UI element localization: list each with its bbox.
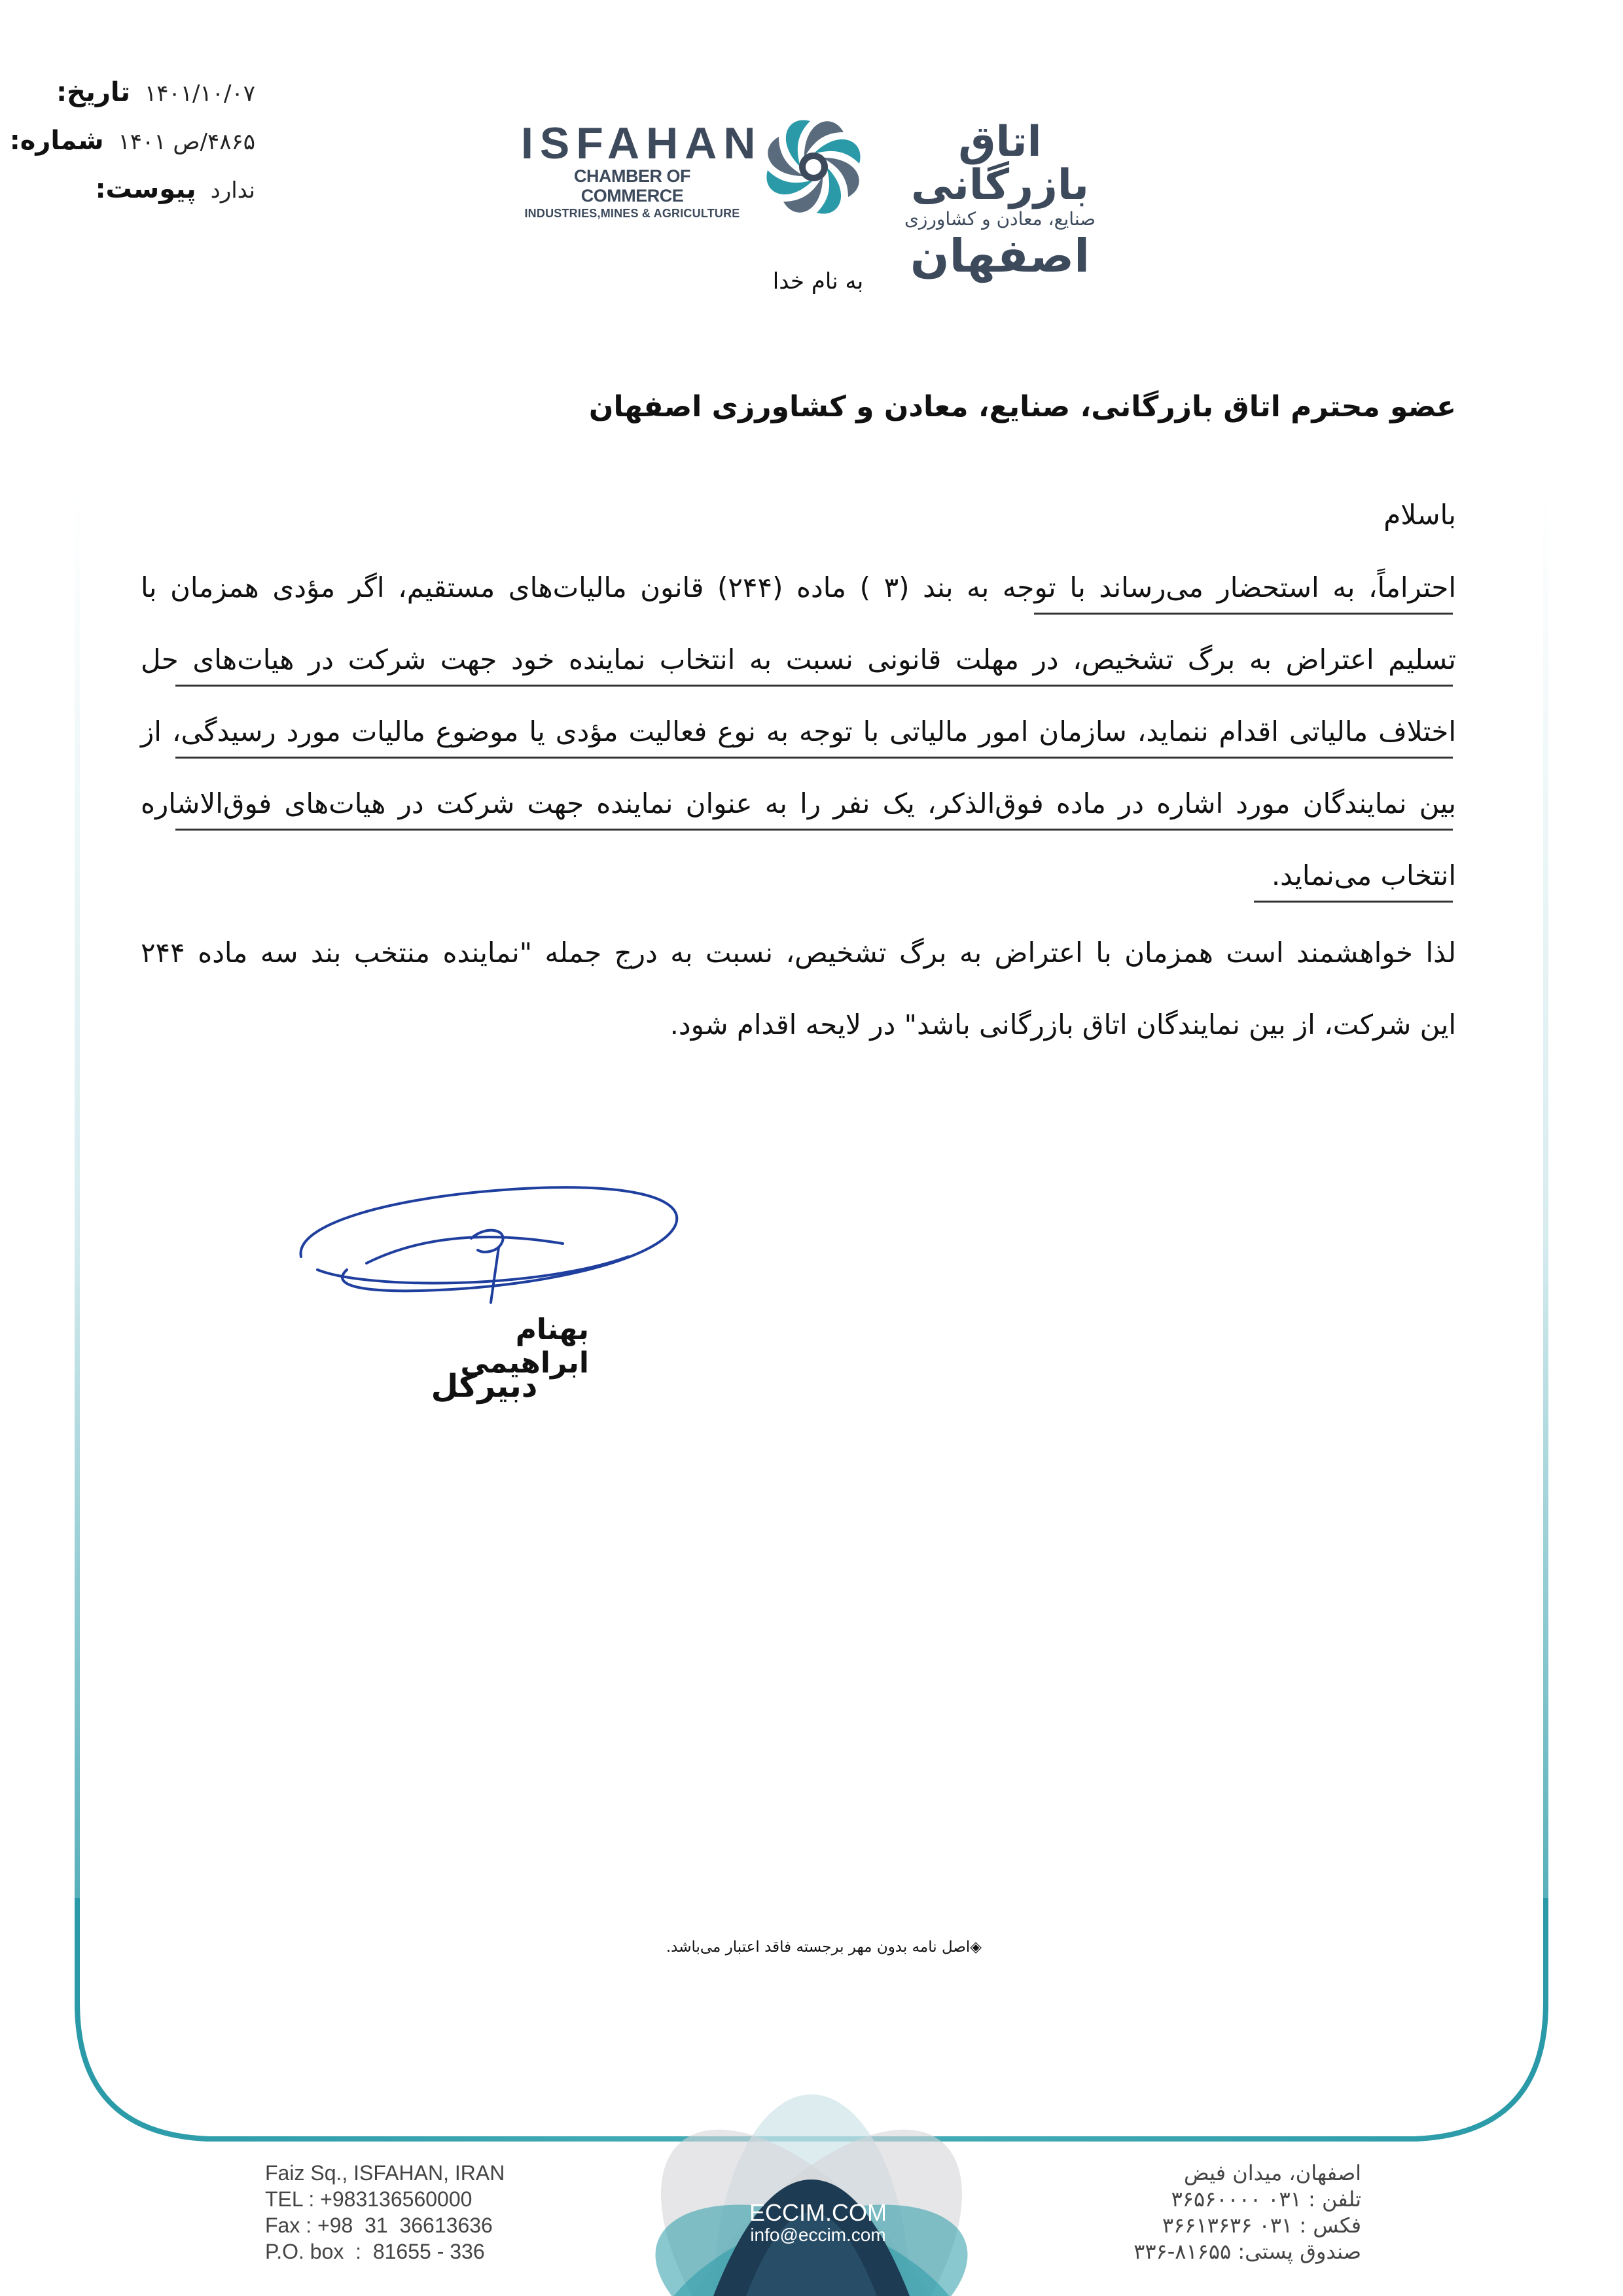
number-value: ۴۸۶۵/ص ۱۴۰۱ [118, 129, 255, 155]
attachment-label: پیوست: [95, 174, 196, 204]
underline-mark [1034, 613, 1453, 615]
logo-fa-city: اصفهان [910, 229, 1090, 283]
addressee: عضو محترم اتاق بازرگانی، صنایع، معادن و کشاورزی اصفهان [588, 390, 1456, 423]
footer-address-fa: اصفهان، میدان فیض [1183, 2161, 1361, 2185]
number-label: شماره: [9, 126, 104, 156]
footer-contact-persian [1047, 2160, 1361, 2265]
footer-contact-english [265, 2160, 505, 2265]
logo-en-title: ISFAHAN [521, 118, 762, 168]
attachment-row [96, 174, 255, 204]
bismillah: به نام خدا [772, 268, 864, 295]
date-label: تاریخ: [56, 77, 130, 107]
underline-mark [175, 757, 1453, 759]
footer-tel-en: TEL : +983136560000 [265, 2187, 473, 2211]
salutation: باسلام [1383, 499, 1456, 531]
date-row [56, 77, 255, 107]
paragraph2-line2: این شرکت، از بین نمایندگان اتاق بازرگانی باشد" در لایحه اقدام شود. [669, 1009, 1456, 1041]
paragraph1-line3: اختلاف مالیاتی اقدام ننماید، سازمان امور مالیاتی با توجه به نوع فعالیت مؤدی یا موضوع مالیات مورد رسیدگی، از [141, 715, 1456, 747]
handwritten-signature [288, 1158, 694, 1316]
footer-pobox-fa: صندوق پستی: ۸۱۶۵۵-۳۳۶ [1133, 2239, 1361, 2264]
footer-rosette [497, 2016, 1126, 2296]
attachment-value: ندارد [210, 177, 255, 204]
signatory-title: دبیرکل [431, 1368, 538, 1405]
paragraph1-line2: تسلیم اعتراض به برگ تشخیص، در مهلت قانونی نسبت به انتخاب نماینده خود جهت شرکت در هیات‌های حل [141, 643, 1456, 675]
paragraph2-line1: لذا خواهشمند است همزمان با اعتراض به برگ تشخیص، نسبت به درج جمله "نماینده منتخب بند سه ماده ۲۴۴ [141, 937, 1456, 969]
logo-en-tagline: INDUSTRIES,MINES & AGRICULTURE [524, 207, 740, 220]
footer-pobox-en: P.O. box : 81655 - 336 [265, 2240, 485, 2263]
paragraph1-line4: بین نمایندگان مورد اشاره در ماده فوق‌الذکر، یک نفر را به عنوان نماینده جهت شرکت در هیات‌های فوق‌الاشاره [141, 787, 1456, 819]
validity-notice: ◈اصل نامه بدون مهر برجسته فاقد اعتبار می‌باشد. [666, 1939, 982, 1956]
paragraph1-line5: انتخاب می‌نماید. [1271, 859, 1456, 891]
logo-english [521, 118, 762, 221]
footer-address-en: Faiz Sq., ISFAHAN, IRAN [265, 2161, 505, 2185]
footer-fax-en: Fax : +98 31 36613636 [265, 2214, 493, 2237]
number-row [10, 126, 255, 156]
paragraph1-line1: احتراماً، به استحضار می‌رساند با توجه به بند (۳ ) ماده (۲۴۴) قانون مالیات‌های مستقیم، اگر مؤدی همزمان با [141, 571, 1456, 603]
footer-fax-fa: فکس : ۰۳۱ ۳۶۶۱۳۶۳۶ [1162, 2213, 1361, 2238]
date-value: ۱۴۰۱/۱۰/۰۷ [144, 81, 255, 107]
logo-en-subtitle: CHAMBER OF COMMERCE [574, 166, 690, 206]
footer-tel-fa: تلفن : ۰۳۱ ۳۶۵۶۰۰۰۰ [1171, 2187, 1361, 2212]
footer-email: info@eccim.com [750, 2225, 886, 2245]
footer-website: ECCIM.COM [749, 2199, 887, 2226]
chamber-emblem-icon [745, 98, 882, 236]
underline-mark [1254, 901, 1453, 903]
logo-fa-title: اتاق بازرگانی [911, 118, 1089, 209]
signatory-name: بهنام ابراهیمی [460, 1313, 589, 1380]
logo-fa-subtitle: صنایع، معادن و کشاورزی [904, 208, 1096, 230]
logo-persian [889, 118, 1111, 283]
footer-web [720, 2200, 916, 2245]
underline-mark [175, 829, 1453, 831]
underline-mark [175, 685, 1453, 687]
